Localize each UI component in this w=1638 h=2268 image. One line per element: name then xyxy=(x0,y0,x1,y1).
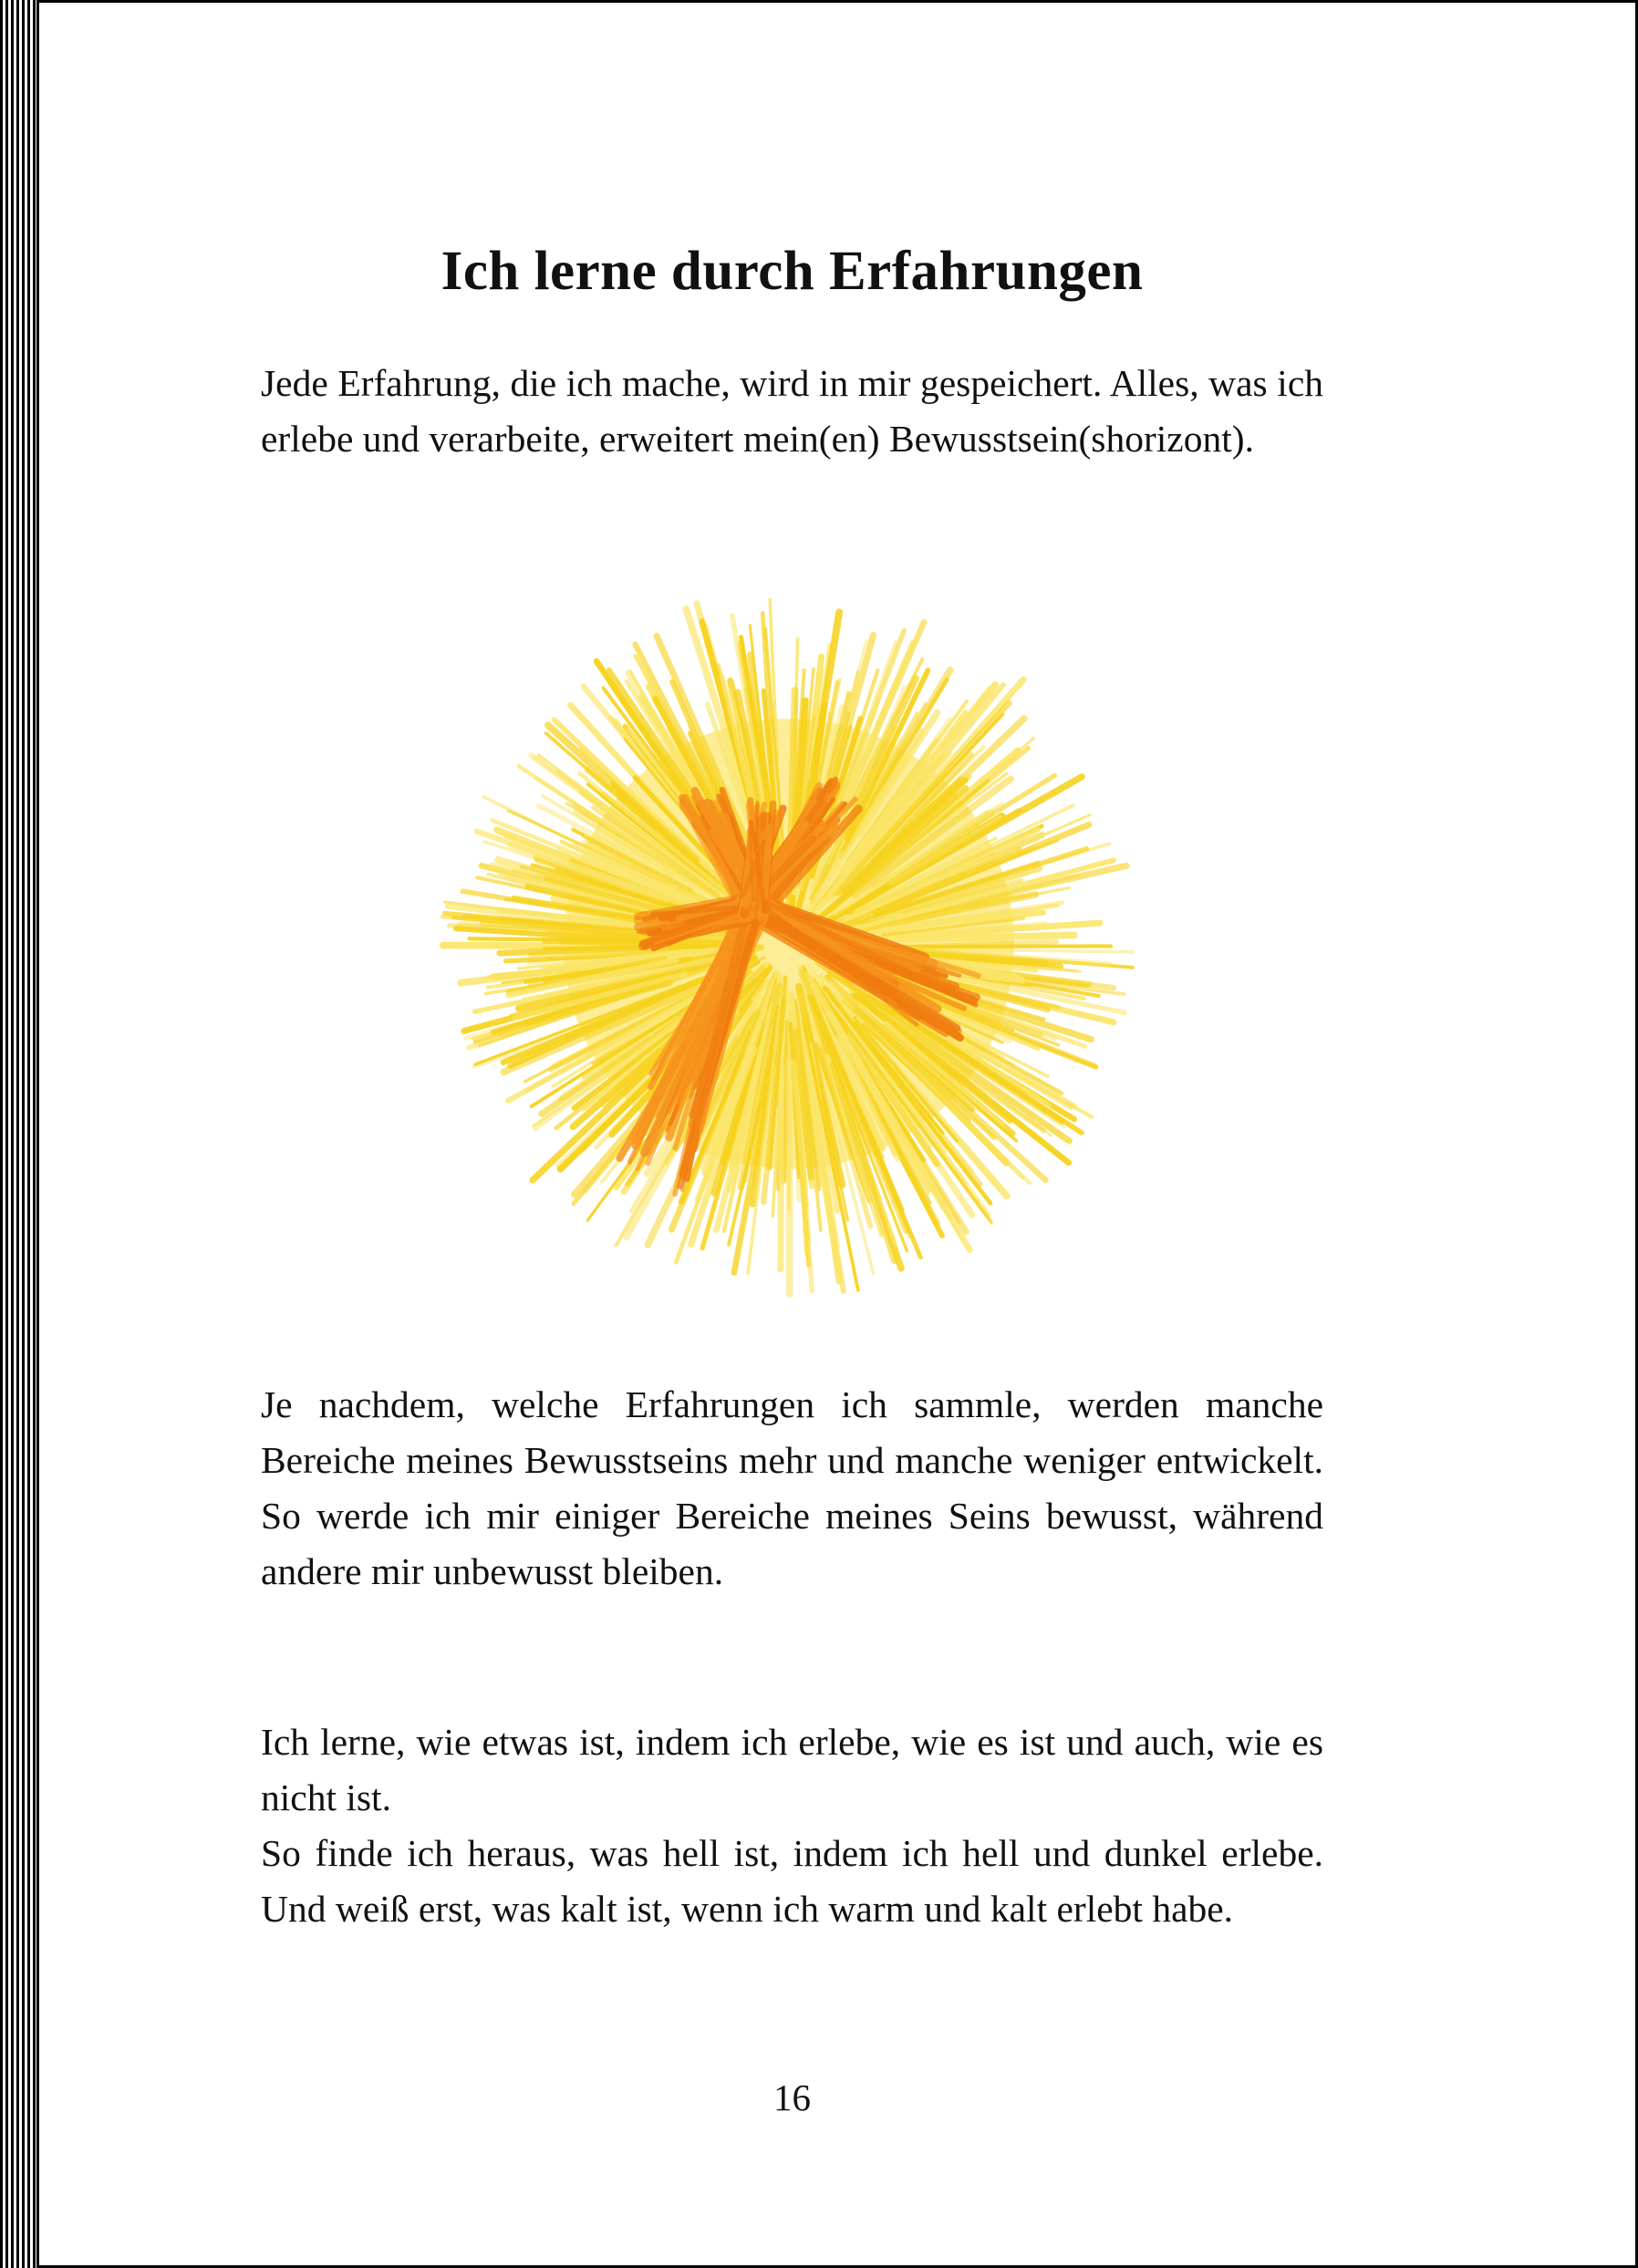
book-spine-edge xyxy=(36,0,39,2268)
paragraph-3: Ich lerne, wie etwas ist, indem ich erlebe, wie es ist und auch, wie es nicht ist. xyxy=(261,1721,1323,1818)
paragraph-4: So finde ich heraus, was hell ist, indem ich hell und dunkel erlebe. Und weiß erst, was kalt ist, wenn ich warm und kalt erlebt habe. xyxy=(261,1832,1323,1930)
paragraph-1: Jede Erfahrung, die ich mache, wird in mir gespeichert. Alles, was ich erlebe und verarbeite, erweitert mein(en) Bewusstsein(shorizont). xyxy=(261,362,1323,460)
book-spine-lines xyxy=(0,0,36,2268)
paragraph-2: Je nachdem, welche Erfahrungen ich sammle, werden manche Bereiche meines Bewusstseins mehr und manche weniger entwickelt. So werde ich mir einiger Bereiche meines Seins bewusst, während andere mir unbewusst bleiben. xyxy=(261,1383,1323,1592)
page-title: Ich lerne durch Erfahrungen xyxy=(441,241,1144,302)
page-number: 16 xyxy=(773,2076,811,2118)
crayon-sun-icon xyxy=(429,584,1149,1304)
